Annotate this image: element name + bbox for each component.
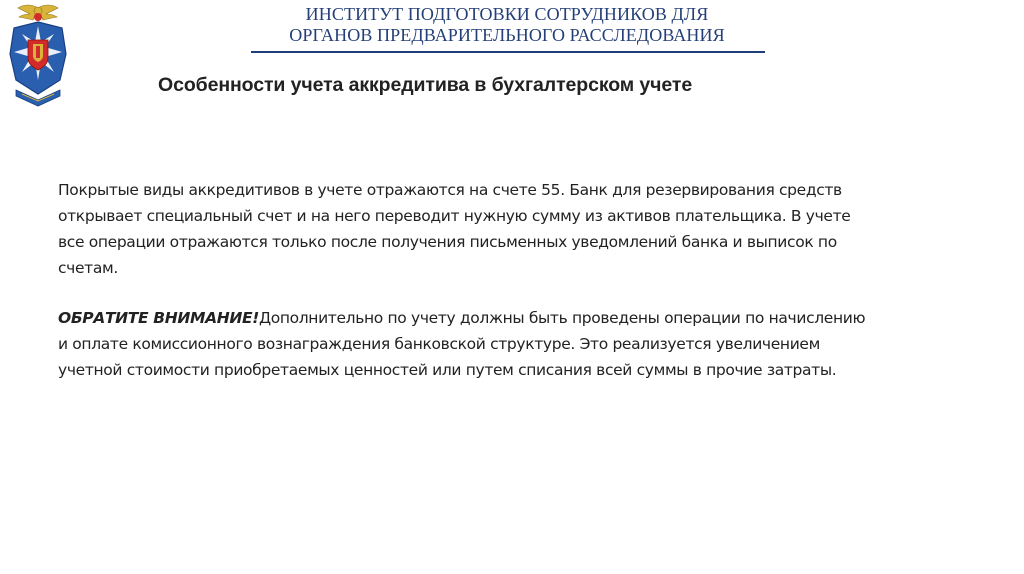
paragraph-2-line: учетной стоимости приобретаемых ценностей или путем списания всей суммы в прочие затраты. <box>58 361 837 379</box>
institute-emblem-icon <box>2 2 74 108</box>
institute-header <box>250 4 764 46</box>
paragraph-2-line <box>58 305 978 331</box>
paragraph-2-line-1-text: Дополнительно по учету должны быть проведены операции по начислению <box>258 309 866 327</box>
paragraph-1-line: открывает специальный счет и на него переводит нужную сумму из активов плательщика. В учете <box>58 207 851 225</box>
slide-title: Особенности учета аккредитива в бухгалтерском учете <box>158 74 693 96</box>
paragraph-2-line: и оплате комиссионного вознаграждения банковской структуре. Это реализуется увеличением <box>58 335 820 353</box>
attention-note: ОБРАТИТЕ ВНИМАНИЕ! <box>58 309 259 327</box>
header-line-2: ОРГАНОВ ПРЕДВАРИТЕЛЬНОГО РАССЛЕДОВАНИЯ <box>289 25 725 45</box>
paragraph-1-line: счетам. <box>58 259 118 277</box>
paragraph-1 <box>58 177 978 281</box>
paragraph-1-line: все операции отражаются только после получения письменных уведомлений банка и выписок по <box>58 233 837 251</box>
header-divider <box>251 51 765 53</box>
paragraph-2 <box>58 305 978 383</box>
paragraph-1-line: Покрытые виды аккредитивов в учете отражаются на счете 55. Банк для резервирования средств <box>58 181 842 199</box>
header-line-1: ИНСТИТУТ ПОДГОТОВКИ СОТРУДНИКОВ ДЛЯ <box>305 4 709 24</box>
